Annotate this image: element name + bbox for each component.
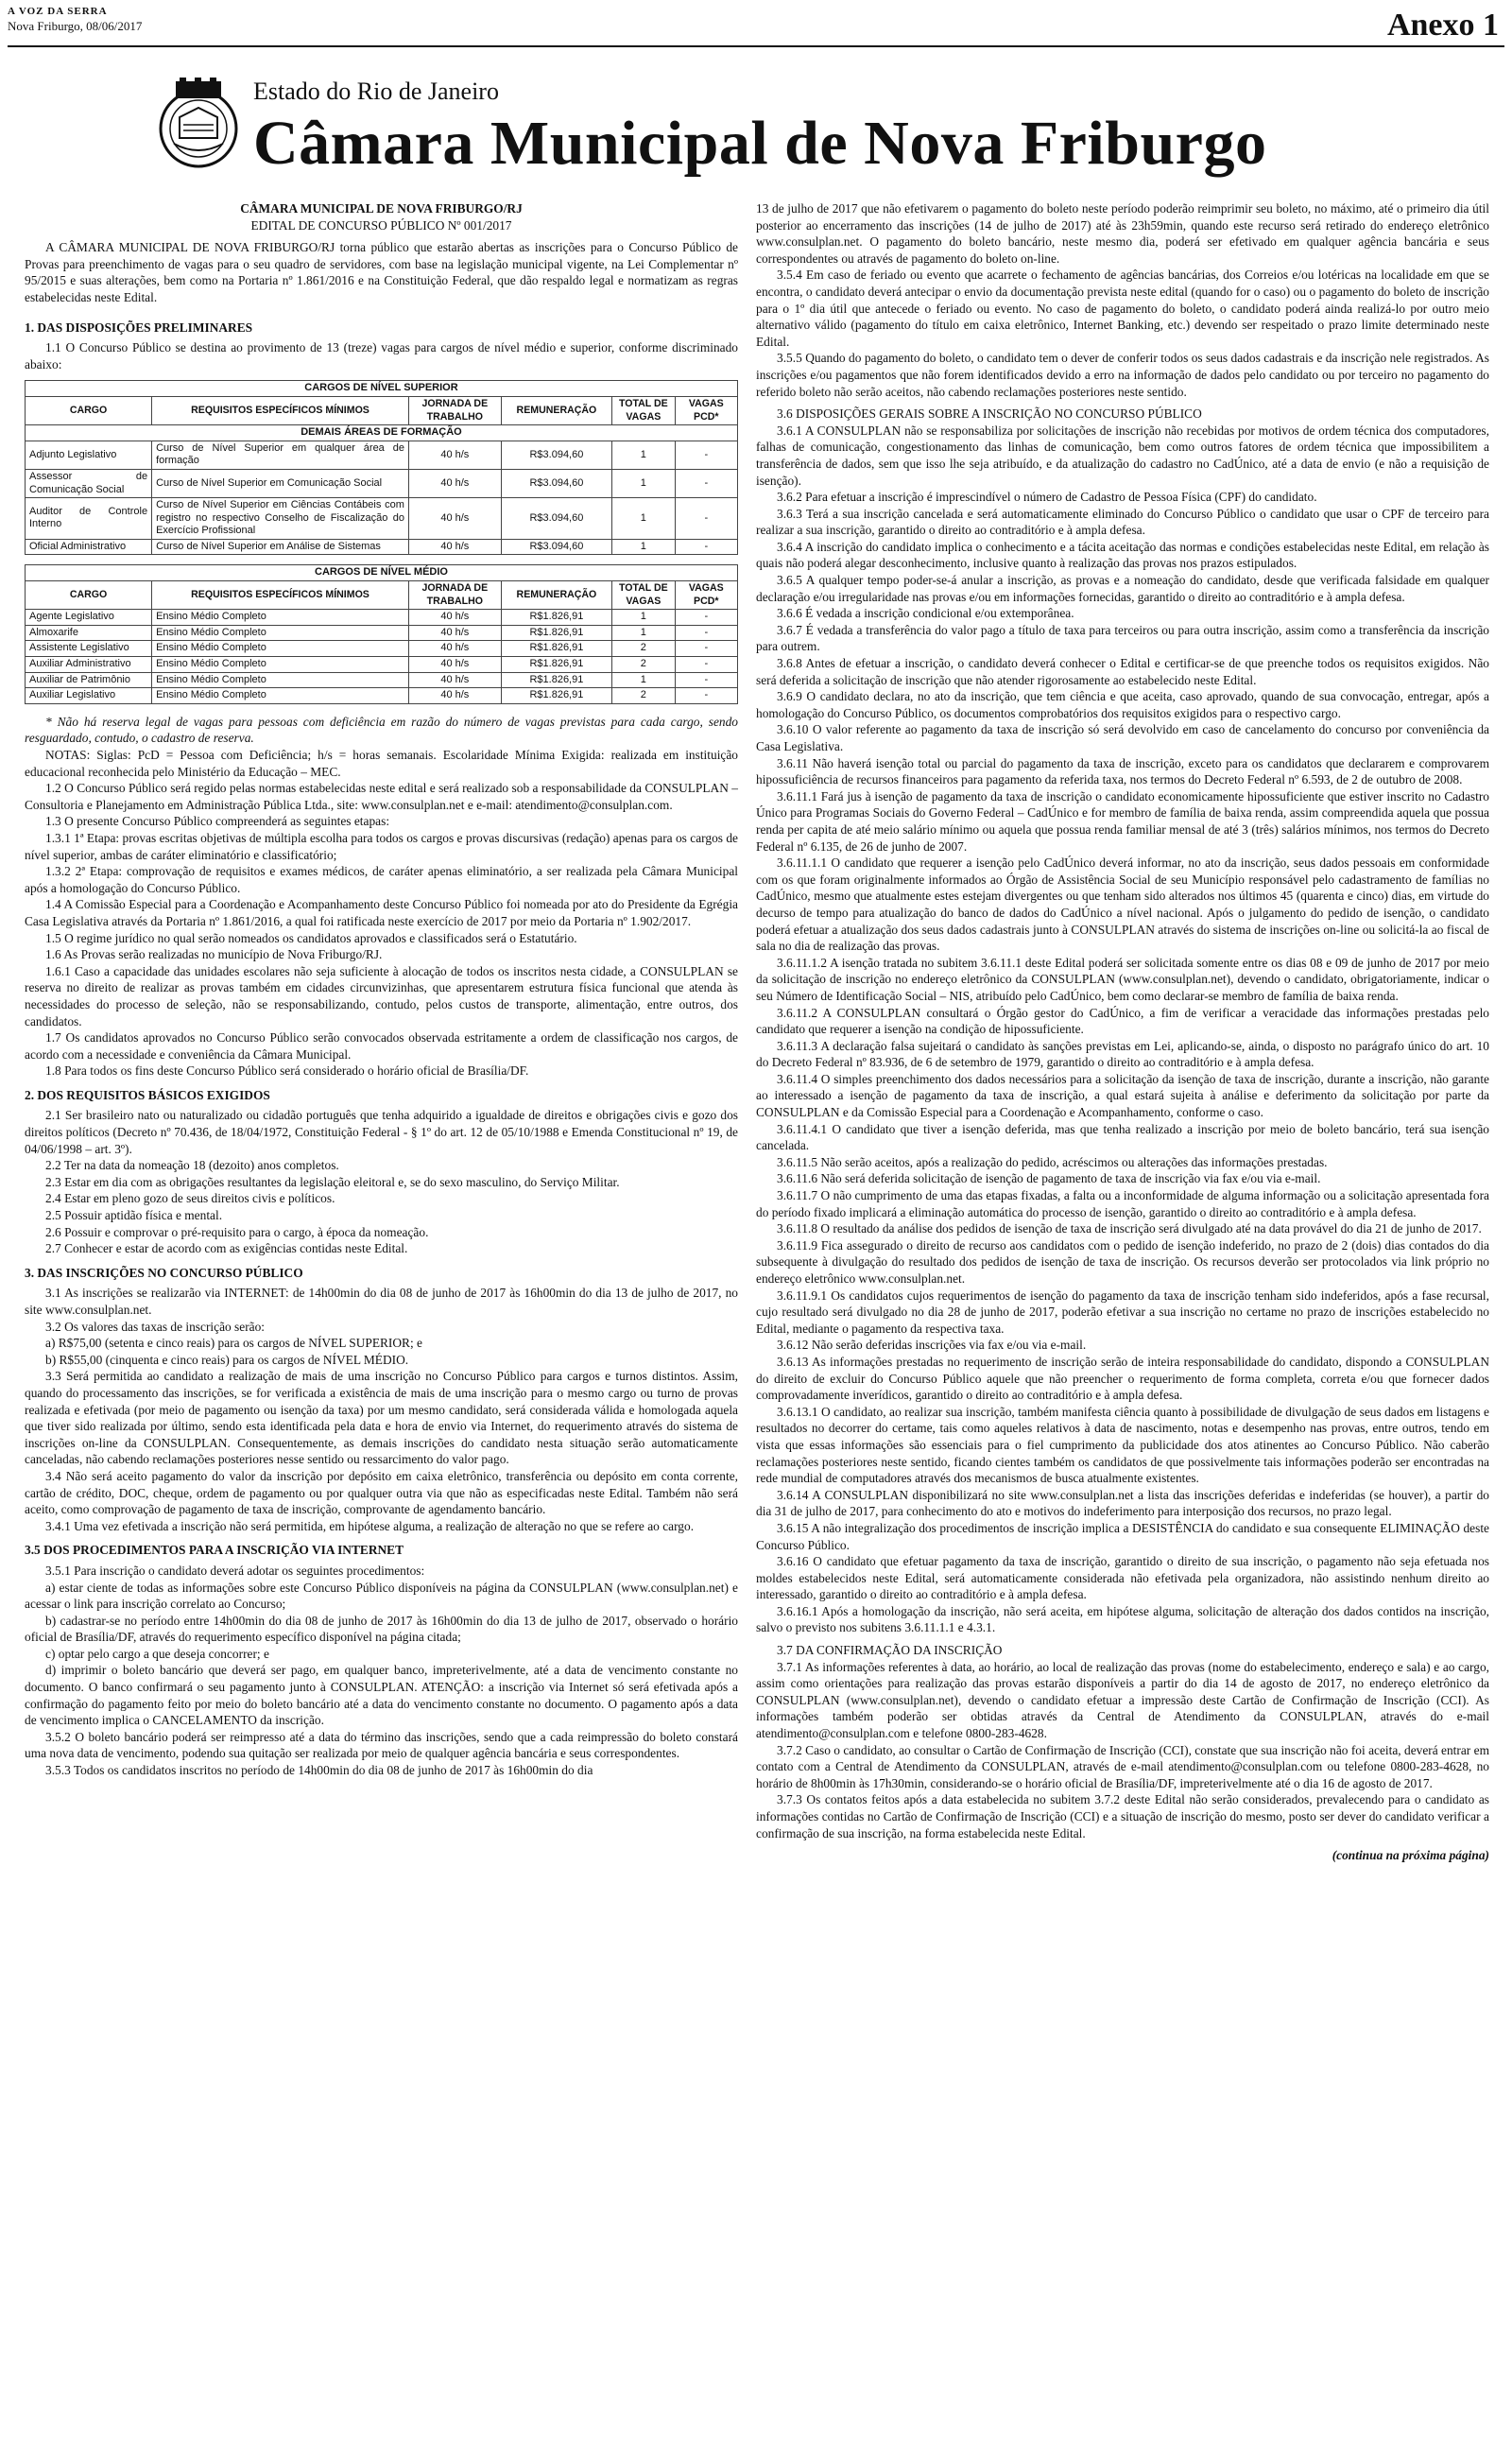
- paragraph: 3.2 Os valores das taxas de inscrição serão:: [45, 1319, 266, 1334]
- paragraph: 2.1 Ser brasileiro nato ou naturalizado ou cidadão português que tenha adquirido a igualdade de direitos e obrigações civis e gozo dos direitos políticos (Decreto nº 70.436, de 18/04/1972, Constituição Federal - § 1º do art. 12 de 05/10/1988 e Emenda Constitucional nº 19, de 04/06/1998 – art. 3º).: [25, 1108, 738, 1156]
- paragraph: 3.6.6 É vedada a inscrição condicional e/ou extemporânea.: [777, 606, 1074, 621]
- cell-cargo: Auxiliar Administrativo: [26, 657, 152, 673]
- cell-total-vagas: 1: [612, 610, 675, 626]
- paragraph: 3.6.16 O candidato que efetuar pagamento da taxa de inscrição, garantido o direito de sua inscrição, o pagamento não seja efetuada nos moldes estabelecidos neste Edital, será automaticamente considerada não efetivada pela organizadora, não assistindo nenhum direito ao interessado, garantido o direito ao contraditório e à ampla defesa.: [756, 1554, 1489, 1602]
- paragraph: 1.7 Os candidatos aprovados no Concurso Público serão convocados observada estritamente a ordem de classificação nos cargos, de acordo com a necessidade e conveniência da Câmara Municipal.: [25, 1030, 738, 1062]
- cell-vagas-pcd: -: [675, 610, 737, 626]
- cell-remuneracao: R$1.826,91: [501, 641, 611, 657]
- chamber-title: Câmara Municipal de Nova Friburgo: [253, 109, 1267, 178]
- cell-requisitos: Ensino Médio Completo: [152, 625, 409, 641]
- cell-total-vagas: 2: [612, 657, 675, 673]
- cell-cargo: Almoxarife: [26, 625, 152, 641]
- paragraph: 3.6.11.7 O não cumprimento de uma das etapas fixadas, a falta ou a inconformidade de alguma informação ou a solicitação apresentada fora do período fixado implicará a eliminação automática do processo de isenção, garantido o direito ao contraditório e à ampla defesa.: [756, 1188, 1489, 1219]
- cell-jornada: 40 h/s: [408, 498, 501, 540]
- paragraph: b) R$55,00 (cinquenta e cinco reais) para os cargos de NÍVEL MÉDIO.: [45, 1352, 409, 1367]
- cell-remuneracao: R$3.094,60: [501, 498, 611, 540]
- paragraph: 3.6.11.4.1 O candidato que tiver a isenção deferida, mas que tenha realizado a inscrição por meio de boleto bancário, terá sua isenção cancelada.: [756, 1121, 1489, 1153]
- table-row: [26, 441, 738, 469]
- column-header: JORNADA DE TRABALHO: [408, 581, 501, 610]
- cell-remuneracao: R$3.094,60: [501, 469, 611, 497]
- paragraph: 3.5.5 Quando do pagamento do boleto, o candidato tem o dever de conferir todos os seus dados cadastrais e da inscrição nele registrados. As inscrições e/ou pagamentos que não forem identificados devido a erro na informação de dados pelo candidato ou por terceiro no pagamento do referido boleto não serão aceitos, não cabendo reclamações posteriores neste sentido.: [756, 351, 1489, 399]
- column-header: VAGAS PCD*: [675, 396, 737, 424]
- cell-jornada: 40 h/s: [408, 625, 501, 641]
- section-heading: 3.5 DOS PROCEDIMENTOS PARA A INSCRIÇÃO VIA INTERNET: [25, 1543, 404, 1558]
- section-heading: 3. DAS INSCRIÇÕES NO CONCURSO PÚBLICO: [25, 1265, 303, 1280]
- paragraph: 2.5 Possuir aptidão física e mental.: [45, 1208, 223, 1223]
- cell-vagas-pcd: -: [675, 641, 737, 657]
- paragraph: 3.6.13 As informações prestadas no requerimento de inscrição serão de inteira responsabilidade do candidato, dispondo a CONSULPLAN do direito de excluir do Concurso Público aquele que não preencher o requerimento de forma completa, correta e/ou que fornecer dados comprovadamente inverídicos, garantido o direito ao contraditório e à ampla defesa.: [756, 1354, 1489, 1403]
- table-row: [26, 672, 738, 688]
- table-nivel-superior: [25, 380, 738, 555]
- section-heading: 3.7 DA CONFIRMAÇÃO DA INSCRIÇÃO: [777, 1643, 1003, 1658]
- paragraph: 13 de julho de 2017 que não efetivarem o pagamento do boleto neste período poderão reimprimir seu boleto, no máximo, até o primeiro dia útil posterior ao encerramento das inscrições (14 de julho de 2017) até às 23h59min, quando este recurso será retirado do endereço eletrônico www.consulplan.net. O pagamento do boleto bancário, neste mesmo dia, poderá ser efetivado em qualquer agência bancária e seus correspondentes ou através de pagamento do boleto on-line.: [756, 201, 1489, 266]
- table-row: [26, 641, 738, 657]
- cell-requisitos: Curso de Nível Superior em Análise de Sistemas: [152, 539, 409, 555]
- paragraph: a) estar ciente de todas as informações sobre este Concurso Público disponíveis na página da CONSULPLAN (www.consulplan.net) e acessar o link para inscrição correlato ao Concurso;: [25, 1580, 738, 1612]
- cell-requisitos: Ensino Médio Completo: [152, 672, 409, 688]
- cell-total-vagas: 1: [612, 539, 675, 555]
- column-header: JORNADA DE TRABALHO: [408, 396, 501, 424]
- cell-total-vagas: 1: [612, 672, 675, 688]
- paragraph: 3.6.3 Terá a sua inscrição cancelada e será automaticamente eliminado do Concurso Público o candidato que usar o CPF de terceiro para realizar a sua inscrição, garantido o direito ao contraditório e à ampla defesa.: [756, 506, 1489, 538]
- paragraph: 3.6.11.1.2 A isenção tratada no subitem 3.6.11.1 deste Edital poderá ser solicitada somente entre os dias 08 e 09 de junho de 2017 por meio da solicitação de inscrição no endereço eletrônico da CONSULPLAN (www.consulplan.net), devendo o candidato, obrigatoriamente, indicar o seu Número de Identificação Social – NIS, atribuído pelo CadÚnico, bem como declarar-se membro de família de baixa renda.: [756, 955, 1489, 1003]
- paragraph: 3.1 As inscrições se realizarão via INTERNET: de 14h00min do dia 08 de junho de 2017 às 16h00min do dia 13 de julho de 2017, no site www.consulplan.net.: [25, 1286, 738, 1317]
- paragraph: 2.6 Possuir e comprovar o pré-requisito para o cargo, à época da nomeação.: [45, 1224, 429, 1239]
- paragraph: 3.7.3 Os contatos feitos após a data estabelecida no subitem 3.7.2 deste Edital não serão considerados, prevalecendo para o candidato as informações contidas no Cartão de Confirmação de Inscrição (CCI) e a situação de inscrição do mesmo, posto ser dever do candidato verificar a confirmação de sua inscrição, na forma estabelecida neste Edital.: [756, 1792, 1489, 1840]
- paragraph: 3.6.11.4 O simples preenchimento dos dados necessários para a solicitação da isenção de taxa de inscrição, durante a inscrição, não garante ao interessado a isenção de pagamento da taxa de inscrição, a qual estará sujeita à análise e deferimento da solicitação por parte da CONSULPLAN e da Comissão Especial para a Coordenação e Acompanhamento, conforme o caso.: [756, 1071, 1489, 1120]
- left-column-body: [25, 714, 738, 1779]
- paragraph: 3.6.10 O valor referente ao pagamento da taxa de inscrição só será devolvido em caso de cancelamento do concurso por conveniência da Casa Legislativa.: [756, 722, 1489, 753]
- paragraph: 3.6.8 Antes de efetuar a inscrição, o candidato deverá conhecer o Edital e certificar-se de que preenche todos os requisitos exigidos. Não será deferida a solicitação de inscrição que não atender rigorosamente ao estabelecido neste Edital.: [756, 656, 1489, 687]
- cell-vagas-pcd: -: [675, 539, 737, 555]
- table-row: [26, 610, 738, 626]
- column-header: CARGO: [26, 396, 152, 424]
- table-caption: CARGOS DE NÍVEL SUPERIOR: [26, 381, 738, 397]
- edital-number: EDITAL DE CONCURSO PÚBLICO Nº 001/2017: [250, 217, 512, 233]
- issue-date: Nova Friburgo, 08/06/2017: [8, 19, 143, 33]
- table-row: [26, 625, 738, 641]
- continuation-note: (continua na próxima página): [1332, 1848, 1489, 1863]
- paragraph: 3.6.11.3 A declaração falsa sujeitará o candidato às sanções previstas em Lei, aplicando-se, ainda, o disposto no parágrafo único do art. 10 do Decreto Federal nº 83.936, de 6 de setembro de 1979, garantido o direito ao contraditório e à ampla defesa.: [756, 1038, 1489, 1070]
- paragraph: 3.6.9 O candidato declara, no ato da inscrição, que tem ciência e que aceita, caso aprovado, quando de sua convocação, entregar, após a homologação do Concurso Público, os documentos comprobatórios dos requisitos exigidos para o respectivo cargo.: [756, 689, 1489, 720]
- paragraph: 1.8 Para todos os fins deste Concurso Público será considerado o horário oficial de Brasília/DF.: [45, 1063, 529, 1079]
- paragraph: 3.6.16.1 Após a homologação da inscrição, não será aceita, em hipótese alguma, solicitação de alteração dos dados contidos na inscrição, salvo o previsto nos subitens 3.6.11.1.1 e 4.3.1.: [756, 1603, 1489, 1635]
- right-column-body: [756, 200, 1489, 1841]
- paragraph: 3.6.11.9 Fica assegurado o direito de recurso aos candidatos com o pedido de isenção indeferido, no prazo de 2 (dois) dias contados do dia subsequente à divulgação do resultado dos pedidos de isenção de taxa de inscrição. Os recursos deverão ser protocolados via link próprio no endereço eletrônico www.consulplan.net.: [756, 1237, 1489, 1286]
- cell-vagas-pcd: -: [675, 441, 737, 469]
- section-1-title: 1. DAS DISPOSIÇÕES PRELIMINARES: [25, 320, 253, 335]
- paragraph: d) imprimir o boleto bancário que deverá ser pago, em qualquer banco, impreterivelmente, até a data de vencimento constante no documento. O banco confirmará o seu pagamento junto à CONSULPLAN. ATENÇÃO: a inscrição via Internet só será efetivada após a confirmação do pagamento feito por meio do boleto bancário até a data do vencimento constante no documento. O pagamento após a data de vencimento implica o CANCELAMENTO da inscrição.: [25, 1663, 738, 1728]
- cell-cargo: Assessor de Comunicação Social: [26, 469, 152, 497]
- paragraph: 1.3.1 1ª Etapa: provas escritas objetivas de múltipla escolha para todos os cargos e provas discursivas (redação) apenas para os cargos de nível superior, ambas de caráter eliminatório e classificatório;: [25, 830, 738, 862]
- cell-vagas-pcd: -: [675, 625, 737, 641]
- paragraph: 3.6.5 A qualquer tempo poder-se-á anular a inscrição, as provas e a nomeação do candidato, desde que verificada falsidade em qualquer declaração e/ou irregularidade nas provas e/ou em informações fornecidas, garantido o direito ao contraditório e à ampla defesa.: [756, 573, 1489, 604]
- section-heading: 3.6 DISPOSIÇÕES GERAIS SOBRE A INSCRIÇÃO NO CONCURSO PÚBLICO: [777, 406, 1202, 422]
- cell-remuneracao: R$3.094,60: [501, 539, 611, 555]
- cell-cargo: Auditor de Controle Interno: [26, 498, 152, 540]
- cell-jornada: 40 h/s: [408, 657, 501, 673]
- paragraph: 3.6.13.1 O candidato, ao realizar sua inscrição, também manifesta ciência quanto à possibilidade de divulgação de seus dados em listagens e resultados no decorrer do certame, tais como aqueles relativos à data de nascimento, notas e desempenho nas provas, entre outros, tendo em vista que essas informações são essenciais para o fiel cumprimento da publicidade dos atos atinentes ao Concurso Público. Não caberão reclamações posteriores neste sentido, ficando cientes também os candidatos de que possivelmente tais informações poderão ser encontradas na rede mundial de computadores através dos mecanismos de busca atualmente existentes.: [756, 1404, 1489, 1486]
- paragraph: a) R$75,00 (setenta e cinco reais) para os cargos de NÍVEL SUPERIOR; e: [45, 1336, 422, 1351]
- annex-label: Anexo 1: [1386, 8, 1499, 43]
- paragraph: 3.6.4 A inscrição do candidato implica o conhecimento e a tácita aceitação das normas e condições estabelecidas neste Edital, em relação às quais não poderá alegar desconhecimento, inclusive quanto à realização das provas nos prazos estipulados.: [756, 539, 1489, 571]
- cell-cargo: Agente Legislativo: [26, 610, 152, 626]
- table-nivel-medio: [25, 564, 738, 703]
- cell-vagas-pcd: -: [675, 498, 737, 540]
- paragraph: 2.3 Estar em dia com as obrigações resultantes da legislação eleitoral e, se do sexo masculino, do Serviço Militar.: [45, 1174, 620, 1189]
- cell-cargo: Auxiliar de Patrimônio: [26, 672, 152, 688]
- table-group-header: DEMAIS ÁREAS DE FORMAÇÃO: [26, 425, 738, 441]
- paragraph: 3.6.11.8 O resultado da análise dos pedidos de isenção de taxa de inscrição será divulgado até na data provável do dia 21 de junho de 2017.: [777, 1221, 1482, 1236]
- cell-remuneracao: R$1.826,91: [501, 657, 611, 673]
- paragraph: 3.5.2 O boleto bancário poderá ser reimpresso até a data do término das inscrições, sendo que a cada reimpressão do boleto constará uma nova data de vencimento, podendo sua quitação ser realizada por meio de qualquer agência bancária e seus correspondentes.: [25, 1729, 738, 1761]
- cell-cargo: Assistente Legislativo: [26, 641, 152, 657]
- cell-requisitos: Ensino Médio Completo: [152, 657, 409, 673]
- table-caption: CARGOS DE NÍVEL MÉDIO: [26, 565, 738, 581]
- right-column: [756, 200, 1489, 1864]
- cell-requisitos: Ensino Médio Completo: [152, 688, 409, 704]
- cell-remuneracao: R$1.826,91: [501, 625, 611, 641]
- paragraph: 3.6.11 Não haverá isenção total ou parcial do pagamento da taxa de inscrição, exceto para os candidatos que declararem e comprovarem hipossuficiência de recursos financeiros para pagamento da referida taxa, nos termos do Decreto Federal nº 6.593, de 2 de outubro de 2008.: [756, 755, 1489, 787]
- paragraph: 3.5.4 Em caso de feriado ou evento que acarrete o fechamento de agências bancárias, dos Correios e/ou lotéricas na localidade em que se encontra, o candidato deverá antecipar o envio da documentação prevista neste edital (quando for o caso) ou o pagamento do boleto de inscrição para o 1º dia útil que antecede o feriado ou evento. No caso de pagamento do boleto, o candidato poderá ainda realizá-lo por outro meio alternativo válido (pagamento do título em caixa eletrônico, Internet Banking, etc.) devendo ser respeitado o prazo limite determinado neste Edital.: [756, 268, 1489, 349]
- left-column: [25, 200, 738, 1779]
- cell-requisitos: Curso de Nível Superior em qualquer área de formação: [152, 441, 409, 469]
- paragraph: 3.4 Não será aceito pagamento do valor da inscrição por depósito em caixa eletrônico, transferência ou depósito em conta corrente, cartão de crédito, DOC, cheque, ordem de pagamento ou por qualquer outra via que não as especificadas neste Edital. Também não será aceito, como comprovação de pagamento de taxa de inscrição, comprovante de agendamento bancário.: [25, 1468, 738, 1517]
- paragraph: * Não há reserva legal de vagas para pessoas com deficiência em razão do número de vagas previstas para cada cargo, sendo resguardado, contudo, o cadastro de reserva.: [25, 714, 738, 746]
- cell-vagas-pcd: -: [675, 688, 737, 704]
- paragraph: 3.6.11.5 Não serão aceitos, após a realização do pedido, acréscimos ou alterações das informações prestadas.: [777, 1154, 1328, 1169]
- paragraph: 1.6 As Provas serão realizadas no município de Nova Friburgo/RJ.: [45, 947, 383, 962]
- paragraph: 3.5.3 Todos os candidatos inscritos no período de 14h00min do dia 08 de junho de 2017 às 16h00min do dia: [45, 1763, 593, 1778]
- paragraph-1-1: 1.1 O Concurso Público se destina ao provimento de 13 (treze) vagas para cargos de nível médio e superior, conforme discriminado abaixo:: [25, 340, 738, 372]
- cell-remuneracao: R$3.094,60: [501, 441, 611, 469]
- cell-requisitos: Ensino Médio Completo: [152, 641, 409, 657]
- cell-jornada: 40 h/s: [408, 641, 501, 657]
- table-row: [26, 498, 738, 540]
- table-row: [26, 469, 738, 497]
- paragraph: 2.7 Conhecer e estar de acordo com as exigências contidas neste Edital.: [45, 1241, 408, 1256]
- cell-remuneracao: R$1.826,91: [501, 688, 611, 704]
- column-header: CARGO: [26, 581, 152, 610]
- cell-jornada: 40 h/s: [408, 469, 501, 497]
- column-header: REQUISITOS ESPECÍFICOS MÍNIMOS: [152, 581, 409, 610]
- table-row: [26, 688, 738, 704]
- paragraph: 1.6.1 Caso a capacidade das unidades escolares não seja suficiente à alocação de todos os inscritos nesta cidade, a CONSULPLAN se reserva no direito de realizar as provas também em cidades circunvizinhas, que apresentarem estrutura física funcional que atenda às necessidades do processo de seleção, não se responsabilizando, contudo, pelos custos de transporte, alimentação, entre outros, dos candidatos.: [25, 963, 738, 1028]
- cell-cargo: Auxiliar Legislativo: [26, 688, 152, 704]
- cell-cargo: Oficial Administrativo: [26, 539, 152, 555]
- paragraph: 3.6.11.1.1 O candidato que requerer a isenção pelo CadÚnico deverá informar, no ato da inscrição, seus dados pessoais em conformidade com os que foram originalmente informados ao Órgão de Assistência Social de seu Município responsável pelo cadastramento de famílias no CadÚnico, mesmo que atualmente estes estejam divergentes ou que tenham sido alterados nos últimos 45 (quarenta e cinco) dias, em virtude do decurso de tempo para atualização do banco de dados do CadÚnico a nível nacional. Após o julgamento do pedido de isenção, o candidato poderá efetuar a atualização dos seus dados cadastrais junto à CONSULPLAN através do sistema de inscrições on-line ou solicitá-la ao fiscal de sala no dia de realização das provas.: [756, 855, 1489, 954]
- paragraph: 3.6.7 É vedada a transferência do valor pago a título de taxa para terceiros ou para outra inscrição, assim como a transferência da inscrição para outrem.: [756, 622, 1489, 654]
- paragraph: c) optar pelo cargo a que deseja concorrer; e: [45, 1646, 269, 1661]
- paragraph: 3.6.11.2 A CONSULPLAN consultará o Órgão gestor do CadÚnico, a fim de verificar a veracidade das informações prestadas pelo candidato que requerer a isenção na condição de hipossuficiente.: [756, 1005, 1489, 1037]
- edital-org: CÂMARA MUNICIPAL DE NOVA FRIBURGO/RJ: [240, 201, 523, 216]
- cell-cargo: Adjunto Legislativo: [26, 441, 152, 469]
- cell-requisitos: Curso de Nível Superior em Comunicação Social: [152, 469, 409, 497]
- cell-total-vagas: 1: [612, 469, 675, 497]
- paragraph: 3.6.15 A não integralização dos procedimentos de inscrição implica a DESISTÊNCIA do candidato e sua consequente ELIMINAÇÃO deste Concurso Público.: [756, 1520, 1489, 1552]
- cell-jornada: 40 h/s: [408, 672, 501, 688]
- paragraph: 3.5.1 Para inscrição o candidato deverá adotar os seguintes procedimentos:: [45, 1563, 425, 1578]
- paragraph: 1.3 O presente Concurso Público compreenderá as seguintes etapas:: [45, 814, 390, 829]
- paragraph: 3.4.1 Uma vez efetivada a inscrição não será permitida, em hipótese alguma, a realização de alteração no que se refere ao cargo.: [45, 1518, 695, 1533]
- cell-jornada: 40 h/s: [408, 441, 501, 469]
- municipal-seal-icon: [151, 76, 246, 170]
- cell-vagas-pcd: -: [675, 657, 737, 673]
- cell-requisitos: Ensino Médio Completo: [152, 610, 409, 626]
- paragraph: b) cadastrar-se no período entre 14h00min do dia 08 de junho de 2017 às 16h00min do dia 13 de julho de 2017, observado o horário oficial de Brasília/DF, através do requerimento específico disponível na página citada;: [25, 1613, 738, 1645]
- cell-jornada: 40 h/s: [408, 688, 501, 704]
- paragraph: 3.7.1 As informações referentes à data, ao horário, ao local de realização das provas (nome do estabelecimento, endereço e sala) e ao cargo, assim como orientações para realização das provas estarão disponíveis a partir do dia 14 de agosto de 2017, no endereço eletrônico da CONSULPLAN (www.consulplan.net), devendo o candidato efetuar a impressão deste Cartão de Confirmação de Inscrição (CCI). As informações também poderão ser obtidas através da Central de Atendimento da CONSULPLAN, através do e-mail atendimento@consulplan.com e telefone 0800-283-4628.: [756, 1659, 1489, 1741]
- paragraph: 2.4 Estar em pleno gozo de seus direitos civis e políticos.: [45, 1191, 335, 1206]
- masthead: [151, 68, 1267, 181]
- paragraph: 3.6.14 A CONSULPLAN disponibilizará no site www.consulplan.net a lista das inscrições deferidas e indeferidas (se houver), a partir do dia 31 de julho de 2017, para conhecimento do ato e motivos do indeferimento para interposição dos recursos, no prazo legal.: [756, 1487, 1489, 1519]
- column-header: REQUISITOS ESPECÍFICOS MÍNIMOS: [152, 396, 409, 424]
- column-header: VAGAS PCD*: [675, 581, 737, 610]
- column-header: TOTAL DE VAGAS: [612, 581, 675, 610]
- cell-total-vagas: 1: [612, 441, 675, 469]
- state-name: Estado do Rio de Janeiro: [253, 78, 499, 105]
- cell-remuneracao: R$1.826,91: [501, 672, 611, 688]
- paragraph: NOTAS: Siglas: PcD = Pessoa com Deficiência; h/s = horas semanais. Escolaridade Mínima Exigida: realizada em instituição educacional reconhecida pelo Ministério da Educação – MEC.: [25, 748, 738, 779]
- cell-vagas-pcd: -: [675, 672, 737, 688]
- cell-remuneracao: R$1.826,91: [501, 610, 611, 626]
- cell-jornada: 40 h/s: [408, 539, 501, 555]
- paragraph: 3.6.11.9.1 Os candidatos cujos requerimentos de isenção do pagamento da taxa de inscrição tenham sido indeferidos, após a fase recursal, cujo resultado será divulgado no dia 28 de junho de 2017, poderão efetivar a sua inscrição no certame no prazo de inscrições estabelecido no Edital, mediante o pagamento da respectiva taxa.: [756, 1287, 1489, 1336]
- paragraph: 1.5 O regime jurídico no qual serão nomeados os candidatos aprovados e classificados será o Estatutário.: [45, 930, 577, 945]
- cell-vagas-pcd: -: [675, 469, 737, 497]
- column-header: REMUNERAÇÃO: [501, 581, 611, 610]
- cell-requisitos: Curso de Nível Superior em Ciências Contábeis com registro no respectivo Conselho de Fiscalização do Exercício Profissional: [152, 498, 409, 540]
- paragraph: 3.7.2 Caso o candidato, ao consultar o Cartão de Confirmação de Inscrição (CCI), constate que sua inscrição não foi aceita, deverá entrar em contato com a Central de Atendimento da CONSULPLAN, através de e-mail atendimento@consulplan.com ou telefone 0800-283-4628, no horário de 8h00min às 17h30min, considerando-se o horário oficial de Brasília/DF, impreterivelmente até o dia 16 de agosto de 2017.: [756, 1742, 1489, 1790]
- paragraph: 3.6.11.6 Não será deferida solicitação de isenção de pagamento de taxa de inscrição via fax e/ou via e-mail.: [777, 1171, 1321, 1186]
- paragraph: 3.6.12 Não serão deferidas inscrições via fax e/ou via e-mail.: [777, 1338, 1087, 1353]
- paragraph: 2.2 Ter na data da nomeação 18 (dezoito) anos completos.: [45, 1158, 339, 1173]
- paragraph: 1.2 O Concurso Público será regido pelas normas estabelecidas neste edital e será realizado sob a responsabilidade da CONSULPLAN – Consultoria e Planejamento em Administração Pública Ltda., site: www.consulplan.net e e-mail: atendimento@consulplan.com.: [25, 781, 738, 812]
- newspaper-name: A VOZ DA SERRA: [8, 6, 108, 17]
- edital-intro: A CÂMARA MUNICIPAL DE NOVA FRIBURGO/RJ torna público que estarão abertas as inscrições para o Concurso Público de Provas para preenchimento de vagas para o seu quadro de servidores, com base na legislação municipal vigente, na Lei Complementar nº 95/2015 e suas alterações, bem como na Portaria nº 1.861/2016 e na Constituição Federal, que dão respaldo legal e normatizam as regras estabelecidas neste Edital.: [25, 240, 738, 304]
- cell-total-vagas: 2: [612, 688, 675, 704]
- paragraph: 3.3 Será permitida ao candidato a realização de mais de uma inscrição no Concurso Público para cargos e turnos distintos. Assim, quando do processamento das inscrições, se for verificada a existência de mais de uma inscrição para o mesmo cargo ou turno de provas realizada e efetivada (por meio de pagamento ou isenção da taxa) por um mesmo candidato, será considerada válida e homologada aquela que tiver sido realizada por último, sendo esta identificada pela data e hora de envio via Internet, do requerimento através do sistema de inscrições on-line da CONSULPLAN. Consequentemente, as demais inscrições do candidato nesta situação serão automaticamente canceladas, não cabendo reclamações posteriores nesse sentido ou ressarcimento do valor pago.: [25, 1369, 738, 1467]
- table-row: [26, 657, 738, 673]
- table-row: [26, 539, 738, 555]
- paragraph: 1.3.2 2ª Etapa: comprovação de requisitos e exames médicos, de caráter apenas eliminatório, a ser realizada pela Câmara Municipal após a homologação do Concurso Público.: [25, 864, 738, 895]
- section-heading: 2. DOS REQUISITOS BÁSICOS EXIGIDOS: [25, 1087, 270, 1102]
- cell-total-vagas: 1: [612, 498, 675, 540]
- paragraph: 3.6.1 A CONSULPLAN não se responsabiliza por solicitações de inscrição não recebidas por motivos de ordem técnica dos computadores, falhas de comunicação, congestionamento das linhas de comunicação, bem como outros fatores de ordem técnica que impossibilitem a transferência de dados, sem que isso lhe seja atribuído, e da atualização do cadastro no CadÚnico, até a data de envio (e não a requisição de isenção).: [756, 423, 1489, 488]
- cell-jornada: 40 h/s: [408, 610, 501, 626]
- cell-total-vagas: 2: [612, 641, 675, 657]
- newspaper-header: [8, 6, 1504, 47]
- cell-total-vagas: 1: [612, 625, 675, 641]
- column-header: TOTAL DE VAGAS: [612, 396, 675, 424]
- paragraph: 3.6.2 Para efetuar a inscrição é imprescindível o número de Cadastro de Pessoa Física (CPF) do candidato.: [777, 490, 1317, 505]
- paragraph: 1.4 A Comissão Especial para a Coordenação e Acompanhamento deste Concurso Público foi nomeada por ato do Presidente da Egrégia Casa Legislativa através da Portaria nº 1.861/2016, a qual foi ratificada neste exercício de 2017 por meio da Portaria nº 1.902/2017.: [25, 897, 738, 928]
- paragraph: 3.6.11.1 Fará jus à isenção de pagamento da taxa de inscrição o candidato economicamente hipossuficiente que estiver inscrito no Cadastro Único para Programas Sociais do Governo Federal – CadÚnico e for membro de família de baixa renda, assim compreendida aquela que possua renda per capita de até meio salário mínimo ou aquela que possua renda familiar mensal de até 3 (três) salários mínimos, nos termos do Decreto Federal nº 6.135, de 26 de junho de 2007.: [756, 788, 1489, 854]
- column-header: REMUNERAÇÃO: [501, 396, 611, 424]
